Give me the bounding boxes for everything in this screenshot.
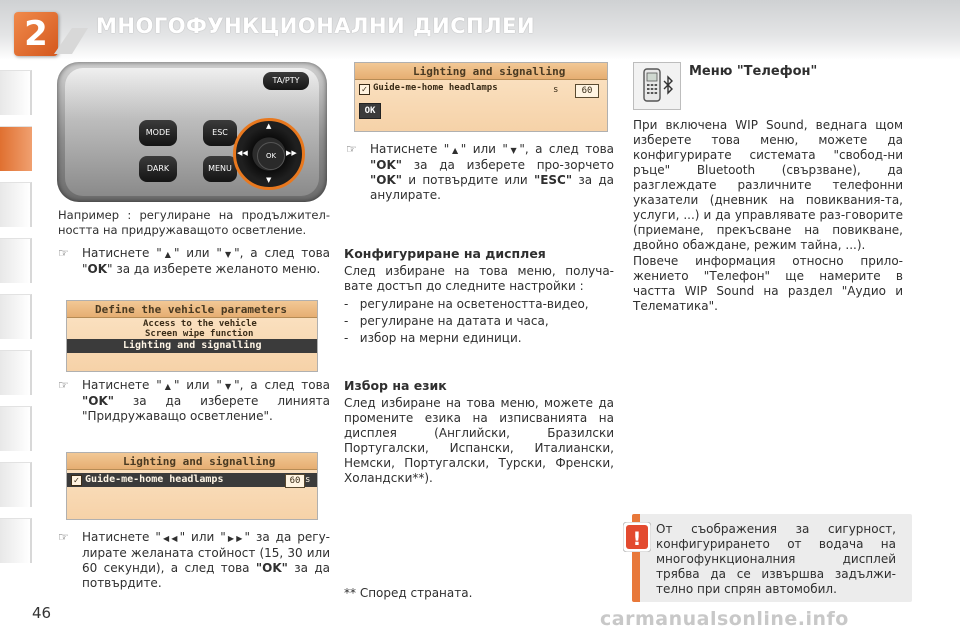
lcd-value: 60 bbox=[285, 474, 305, 488]
step-bullet-icon: ☞ bbox=[58, 246, 69, 260]
right-arrows-icon: ▶▶ bbox=[225, 534, 245, 543]
lcd-line-wipe: Screen wipe function bbox=[145, 329, 254, 339]
page-number: 46 bbox=[32, 604, 52, 622]
knob-right-arrow-icon: ▶▶ bbox=[286, 149, 297, 157]
step-4 bbox=[346, 142, 614, 203]
step-3 bbox=[58, 530, 330, 591]
knob-left-arrow-icon: ◀◀ bbox=[237, 149, 248, 157]
menu-button: MENU bbox=[203, 156, 237, 182]
config-list-item: - регулиране на датата и часа, bbox=[344, 314, 549, 328]
step-2 bbox=[58, 378, 330, 424]
config-list bbox=[344, 296, 614, 347]
lcd-title: Lighting and signalling bbox=[123, 455, 276, 468]
up-arrow-icon: ▲ bbox=[449, 146, 461, 155]
chapter-number: 2 bbox=[24, 14, 48, 54]
phone-bluetooth-icon bbox=[633, 62, 681, 110]
config-intro: След избиране на това меню, получа-вате достъп до следните настройки : bbox=[344, 264, 614, 293]
warning-exclamation-icon bbox=[623, 522, 651, 552]
esc-button: ESC bbox=[203, 120, 237, 146]
side-tab-8[interactable] bbox=[0, 462, 32, 507]
config-list-item: - избор на мерни единици. bbox=[344, 331, 522, 345]
lcd-unit: s bbox=[553, 85, 559, 95]
knob-up-arrow-icon: ▲ bbox=[266, 122, 272, 130]
side-tabs bbox=[0, 70, 34, 580]
lcd-title: Define the vehicle parameters bbox=[95, 303, 288, 316]
checkbox-icon: ✓ bbox=[359, 84, 370, 95]
step-2-text: Натиснете "▲" или "▼", а след това "OK" за да изберете линията "Придружаващо осветление". bbox=[82, 378, 331, 423]
phone-menu-para2: Повече информация относно прило-жението "Телефон" ще намерите в частта WIP Sound на раздел "Аудио и Телематика". bbox=[633, 254, 903, 313]
side-tab-7[interactable] bbox=[0, 406, 32, 451]
phone-menu-heading: Меню "Телефон" bbox=[689, 64, 818, 79]
step-bullet-icon: ☞ bbox=[346, 142, 357, 156]
step-bullet-icon: ☞ bbox=[58, 378, 69, 392]
page-title: МНОГОФУНКЦИОНАЛНИ ДИСПЛЕИ bbox=[96, 14, 536, 38]
ok-button: OK bbox=[257, 142, 285, 170]
lcd-line-access: Access to the vehicle bbox=[143, 319, 257, 329]
lcd-selected-line: Guide-me-home headlamps bbox=[67, 473, 317, 487]
mode-button: MODE bbox=[139, 120, 177, 146]
config-heading: Конфигуриране на дисплея bbox=[344, 246, 546, 261]
step-1 bbox=[58, 246, 330, 277]
watermark: carmanualsonline.info bbox=[600, 608, 849, 630]
side-tab-1[interactable] bbox=[0, 70, 32, 115]
lcd-screen-lighting-2 bbox=[354, 62, 608, 132]
knob-down-arrow-icon: ▼ bbox=[266, 176, 272, 184]
side-tab-4[interactable] bbox=[0, 238, 32, 283]
lcd-unit: s bbox=[305, 475, 311, 485]
up-arrow-icon: ▲ bbox=[161, 382, 174, 391]
control-panel-illustration bbox=[57, 62, 327, 202]
lcd-title: Lighting and signalling bbox=[413, 65, 566, 78]
down-arrow-icon: ▼ bbox=[221, 382, 235, 391]
up-arrow-icon: ▲ bbox=[161, 250, 174, 259]
checkbox-icon: ✓ bbox=[71, 475, 82, 486]
panel-caption: Например : регулиране на продължител-ността на придружаващото осветление. bbox=[58, 208, 330, 237]
warning-text: От съображения за сигурност, конфигурирането от водача на многофункционалния дисплей трябва да се извършва задължи-телно при спрян автомобил. bbox=[656, 522, 896, 596]
config-list-item: - регулиране на осветеността-видео, bbox=[344, 297, 589, 311]
left-arrows-icon: ◀◀ bbox=[160, 534, 180, 543]
lcd-value: 60 bbox=[575, 84, 599, 98]
lcd-ok-button: OK bbox=[359, 103, 381, 119]
step-3-text: Натиснете "◀◀" или "▶▶" за да регу-лирате желаната стойност (15, 30 или 60 секунди), а след това "OK" за да потвърдите. bbox=[82, 530, 331, 590]
side-tab-9[interactable] bbox=[0, 518, 32, 563]
language-text: След избиране на това меню, можете да промените езика на изписванията на дисплея (Английски, Бразилски Португалски, Испански, Италиански, Немски, Португалски, Турски, Френски, Холандски**). bbox=[344, 396, 614, 485]
side-tab-5[interactable] bbox=[0, 294, 32, 339]
ta-pty-button: TA/PTY bbox=[263, 72, 309, 90]
svg-text:!: ! bbox=[632, 528, 642, 550]
step-1-text: Натиснете "▲" или "▼", а след това "OK" за да изберете желаното меню. bbox=[82, 246, 331, 276]
step-bullet-icon: ☞ bbox=[58, 530, 69, 544]
lcd-screen-vehicle-parameters bbox=[66, 300, 318, 372]
phone-menu-para1: При включена WIP Sound, веднага щом изберете това меню, можете да конфигурирате системата "свобод-ни ръце" Bluetooth (свързване), да разглеждате различните телефонни указатели (дневник на повиквания-та, услуги, ...) и да управлявате раз-говорите (приемане, прекъсване на повикване, двойно обаждане, режим тайна, ...). bbox=[633, 118, 903, 252]
side-tab-6[interactable] bbox=[0, 350, 32, 395]
down-arrow-icon: ▼ bbox=[507, 146, 520, 155]
lcd-item: Guide-me-home headlamps bbox=[373, 83, 498, 93]
lcd-screen-lighting-1 bbox=[66, 452, 318, 520]
language-heading: Избор на език bbox=[344, 378, 447, 393]
dark-button: DARK bbox=[139, 156, 177, 182]
side-tab-3[interactable] bbox=[0, 182, 32, 227]
down-arrow-icon: ▼ bbox=[221, 250, 235, 259]
header-arrow-decoration bbox=[54, 8, 94, 60]
side-tab-2-active[interactable] bbox=[0, 126, 32, 171]
lcd-selected-line: Lighting and signalling bbox=[67, 339, 317, 353]
step-4-text: Натиснете "▲" или "▼", а след това "OK" за да изберете про-зорчето "OK" и потвърдите или "ESC" за да анулирате. bbox=[370, 142, 615, 202]
footnote: ** Според страната. bbox=[344, 586, 473, 600]
